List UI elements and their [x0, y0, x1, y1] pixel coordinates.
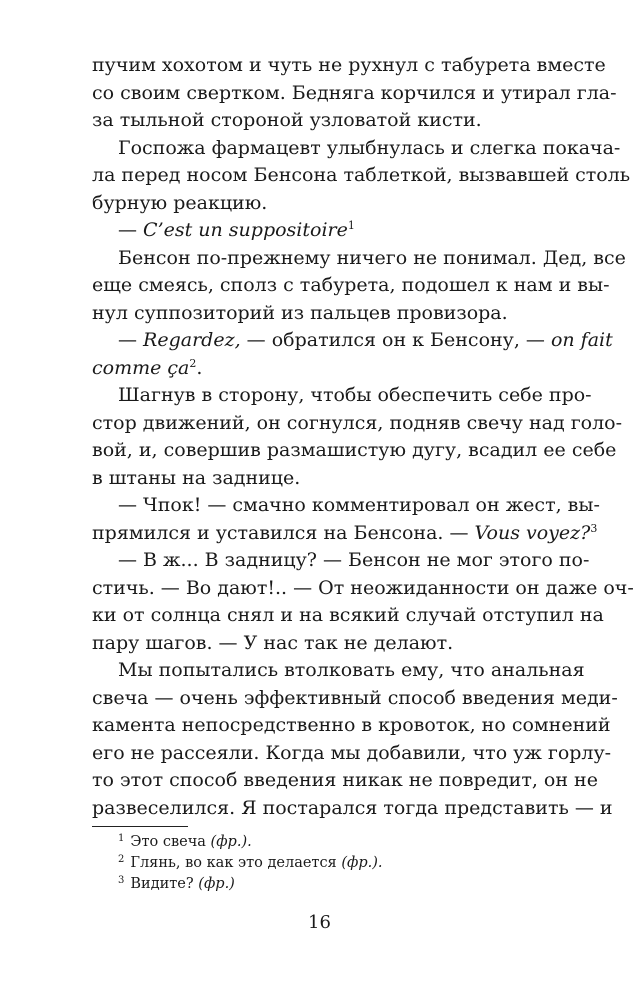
french-phrase: comme ça	[92, 356, 190, 379]
text-line: Мы попытались втолковать ему, что анальная	[118, 659, 585, 681]
footnote-text: Видите?	[130, 876, 199, 892]
text-line: Госпожа фармацевт улыбнулась и слегка покача-	[118, 136, 621, 159]
text-line: Шагнув в сторону, чтобы обеспечить себе про-	[118, 384, 592, 406]
footnote-text: Это свеча	[130, 834, 211, 850]
footnotes	[118, 832, 558, 895]
footnote-number: 1	[118, 833, 125, 844]
footnote-ref: 1	[347, 219, 355, 232]
text-line: вой, и, совершив размашистую дугу, всадил ее себе	[92, 439, 617, 461]
text-line: стичь. — Во дают!.. — От неожиданности он даже оч-	[92, 576, 634, 599]
text-line: — Чпок! — смачно комментировал он жест, вы-	[118, 494, 600, 516]
text-line: свеча — очень эффективный способ введения меди-	[92, 686, 618, 709]
french-phrase: Vous voyez?	[474, 521, 591, 544]
footnote	[118, 874, 558, 895]
text-line: пучим хохотом и чуть не рухнул с табурета вместе	[92, 54, 606, 76]
narration: — обратился он к Бенсону, —	[240, 329, 551, 351]
page-number: 16	[308, 912, 331, 933]
footnote-ref: 3	[590, 521, 598, 535]
text-line: пару шагов. — У нас так не делают.	[92, 631, 454, 654]
text-line	[92, 217, 560, 245]
text-line	[92, 327, 613, 355]
footnote-lang: (фр.)	[198, 876, 235, 892]
footnote-lang: (фр.).	[341, 855, 383, 871]
footnote-number: 2	[118, 854, 125, 865]
footnote-number: 3	[118, 875, 125, 886]
footnote-divider	[92, 826, 188, 827]
text-line	[92, 520, 598, 548]
text-line: развеселился. Я постарался тогда представить — и	[92, 796, 613, 819]
french-phrase: C’est un suppositoire	[143, 219, 348, 241]
text-line: стор движений, он согнулся, подняв свечу над голо-	[92, 411, 623, 434]
text-line: еще смеясь, сполз с табурета, подошел к нам и вы-	[92, 274, 610, 296]
text-line	[92, 355, 560, 383]
dash: —	[118, 329, 144, 351]
text-line: ла перед носом Бенсона таблеткой, вызвавшей столь	[92, 164, 631, 186]
text-line: его не рассеяли. Когда мы добавили, что уж горлу-	[92, 741, 612, 764]
text-line: за тыльной стороной узловатой кисти.	[92, 109, 482, 131]
french-phrase: on fait	[550, 329, 613, 351]
footnote-ref: 2	[189, 356, 197, 370]
footnote-lang: (фр.).	[210, 834, 252, 850]
text-line: нул суппозиторий из пальцев провизора.	[92, 301, 508, 324]
text-line: камента непосредственно в кровоток, но сомнений	[92, 714, 611, 736]
french-phrase: Regardez,	[143, 329, 241, 351]
text-line: ки от солнца снял и на всякий случай отступил на	[92, 604, 604, 626]
dash: —	[118, 219, 144, 241]
text-line: в штаны на заднице.	[92, 466, 301, 489]
text-line: то этот способ введения никак не повредит, он не	[92, 769, 598, 791]
body-text	[92, 52, 634, 822]
text-line: со своим свертком. Бедняга корчился и утирал гла-	[92, 81, 617, 104]
footnote	[118, 832, 558, 853]
narration: .	[196, 356, 203, 379]
text-line: бурную реакцию.	[92, 191, 268, 214]
footnote-text: Глянь, во как это делается	[130, 855, 342, 871]
narration: прямился и уставился на Бенсона. —	[92, 521, 475, 544]
text-line: Бенсон по-прежнему ничего не понимал. Дед, все	[118, 246, 626, 269]
text-line: — В ж... В задницу? — Бенсон не мог этого по-	[118, 549, 590, 571]
footnote	[118, 853, 558, 874]
